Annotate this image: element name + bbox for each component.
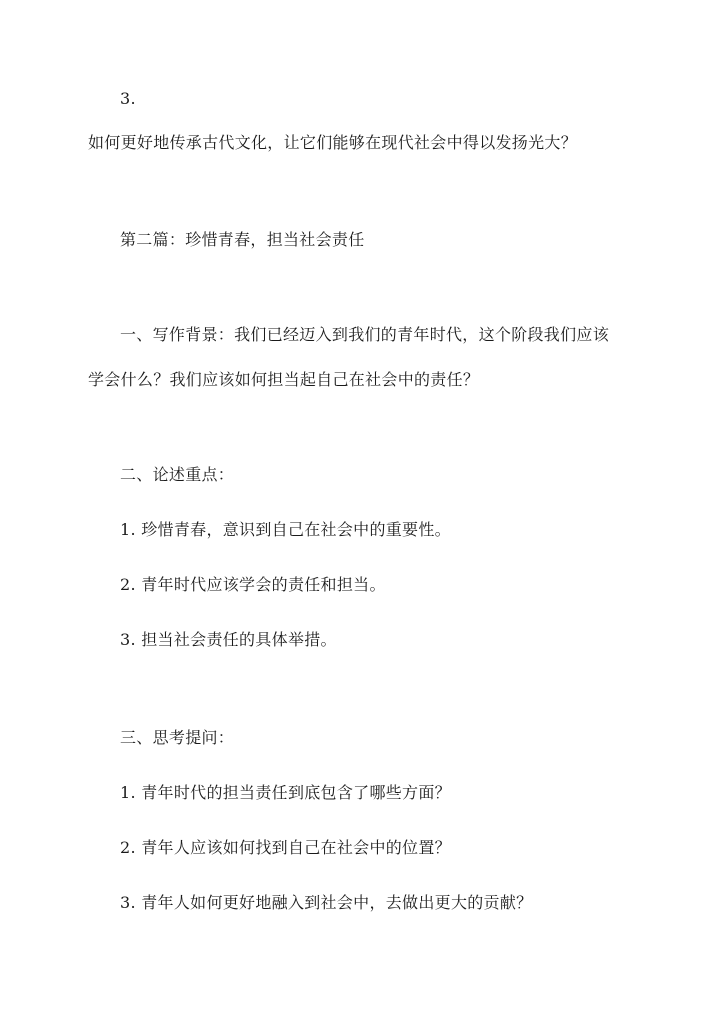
key-points-heading: 二、论述重点： [120, 465, 235, 484]
question-item: 3. 青年人如何更好地融入到社会中，去做出更大的贡献？ [120, 893, 533, 912]
question-item: 1. 青年时代的担当责任到底包含了哪些方面？ [120, 783, 451, 802]
article-title: 第二篇：珍惜青春，担当社会责任 [120, 230, 365, 249]
key-point-item: 1. 珍惜青春，意识到自己在社会中的重要性。 [120, 520, 451, 539]
prev-item-number: 3. [120, 89, 136, 108]
question-item: 2. 青年人应该如何找到自己在社会中的位置？ [120, 838, 451, 857]
questions-heading: 三、思考提问： [120, 728, 235, 747]
key-point-item: 2. 青年时代应该学会的责任和担当。 [120, 575, 386, 594]
background-heading-line1: 一、写作背景：我们已经迈入到我们的青年时代，这个阶段我们应该 [120, 325, 610, 344]
background-heading-line2: 学会什么？我们应该如何担当起自己在社会中的责任？ [88, 370, 480, 389]
key-point-item: 3. 担当社会责任的具体举措。 [120, 630, 337, 649]
prev-question: 如何更好地传承古代文化，让它们能够在现代社会中得以发扬光大？ [88, 133, 578, 152]
